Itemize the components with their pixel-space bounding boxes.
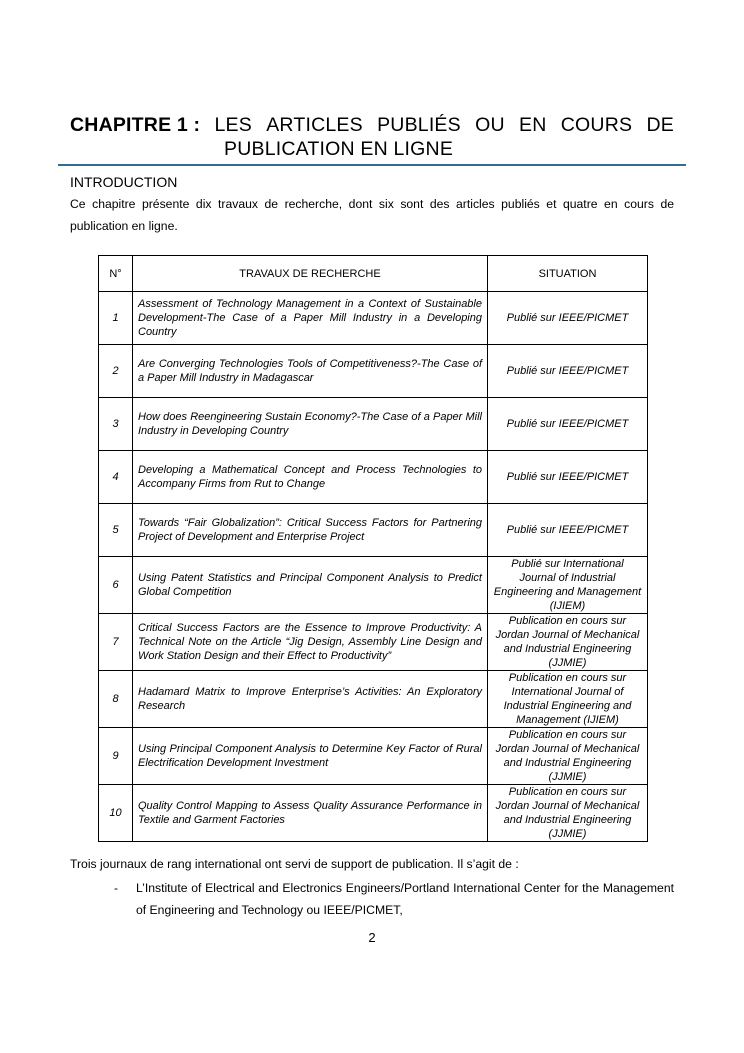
header-situation: SITUATION [488,256,648,292]
chapter-title-word: EN [519,114,547,136]
chapter-title-line-1 [70,113,674,137]
row-situation: Publication en cours sur Jordan Journal of Mechanical and Industrial Engineering (JJMIE) [488,785,648,842]
chapter-title-word: PUBLIÉS [377,114,461,136]
row-number: 1 [99,292,133,345]
row-number: 7 [99,614,133,671]
row-number: 4 [99,451,133,504]
table-row [99,785,648,842]
title-divider [58,164,686,166]
bullet-marker: - [114,881,119,895]
row-situation: Publié sur IEEE/PICMET [488,504,648,557]
table-row [99,345,648,398]
table-row [99,398,648,451]
table-row [99,451,648,504]
row-number: 8 [99,671,133,728]
row-title: Are Converging Technologies Tools of Competitiveness?-The Case of a Paper Mill Industry in Madagascar [133,345,488,398]
row-title: Using Patent Statistics and Principal Component Analysis to Predict Global Competition [133,557,488,614]
journal-list-item-text: L’Institute of Electrical and Electronics Engineers/Portland International Center for the Management of Engineering and Technology ou IEEE/PICMET, [136,881,674,917]
row-title: Critical Success Factors are the Essence to Improve Productivity: A Technical Note on the Article “Jig Design, Assembly Line Design and Work Station Design and their Effect to Productivity” [133,614,488,671]
table-row [99,292,648,345]
row-situation: Publié sur IEEE/PICMET [488,292,648,345]
table-row [99,557,648,614]
table-row [99,504,648,557]
row-number: 10 [99,785,133,842]
row-situation: Publication en cours sur Jordan Journal of Mechanical and Industrial Engineering (JJMIE) [488,728,648,785]
row-title: Hadamard Matrix to Improve Enterprise’s Activities: An Exploratory Research [133,671,488,728]
chapter-title-word: ARTICLES [266,114,363,136]
table-row [99,614,648,671]
row-number: 3 [99,398,133,451]
chapter-title-word: DE [646,114,674,136]
table-header-row [99,256,648,292]
table-row [99,728,648,785]
chapter-title-word: LES [214,114,252,136]
row-title: Using Principal Component Analysis to Determine Key Factor of Rural Electrification Development Investment [133,728,488,785]
row-situation: Publié sur IEEE/PICMET [488,451,648,504]
row-title: How does Reengineering Sustain Economy?-The Case of a Paper Mill Industry in Developing Country [133,398,488,451]
row-situation: Publié sur International Journal of Industrial Engineering and Management (IJIEM) [488,557,648,614]
chapter-title-word: OU [475,114,505,136]
chapter-title-word: COURS [560,114,633,136]
row-number: 5 [99,504,133,557]
row-title: Assessment of Technology Management in a Context of Sustainable Development-The Case of a Paper Mill Industry in a Developing Country [133,292,488,345]
chapter-title-line-2: PUBLICATION EN LIGNE [224,138,454,160]
publication-support-paragraph: Trois journaux de rang international ont servi de support de publication. Il s’agit de : [70,857,519,871]
chapter-label: CHAPITRE 1 : [70,114,201,136]
header-works: TRAVAUX DE RECHERCHE [133,256,488,292]
row-title: Towards “Fair Globalization”: Critical Success Factors for Partnering Project of Development and Enterprise Project [133,504,488,557]
row-title: Quality Control Mapping to Assess Quality Assurance Performance in Textile and Garment Factories [133,785,488,842]
table-row [99,671,648,728]
journal-list-item [70,877,674,921]
row-number: 9 [99,728,133,785]
research-works-table [98,255,648,842]
row-situation: Publication en cours sur International Journal of Industrial Engineering and Management (IJIEM) [488,671,648,728]
intro-paragraph: Ce chapitre présente dix travaux de recherche, dont six sont des articles publiés et quatre en cours de publication en ligne. [70,197,674,233]
chapter-title [70,113,674,161]
row-number: 6 [99,557,133,614]
row-number: 2 [99,345,133,398]
page-number: 2 [368,930,376,945]
row-situation: Publié sur IEEE/PICMET [488,345,648,398]
header-number: N° [99,256,133,292]
row-situation: Publié sur IEEE/PICMET [488,398,648,451]
row-situation: Publication en cours sur Jordan Journal of Mechanical and Industrial Engineering (JJMIE) [488,614,648,671]
row-title: Developing a Mathematical Concept and Process Technologies to Accompany Firms from Rut to Change [133,451,488,504]
intro-heading: INTRODUCTION [70,174,178,190]
